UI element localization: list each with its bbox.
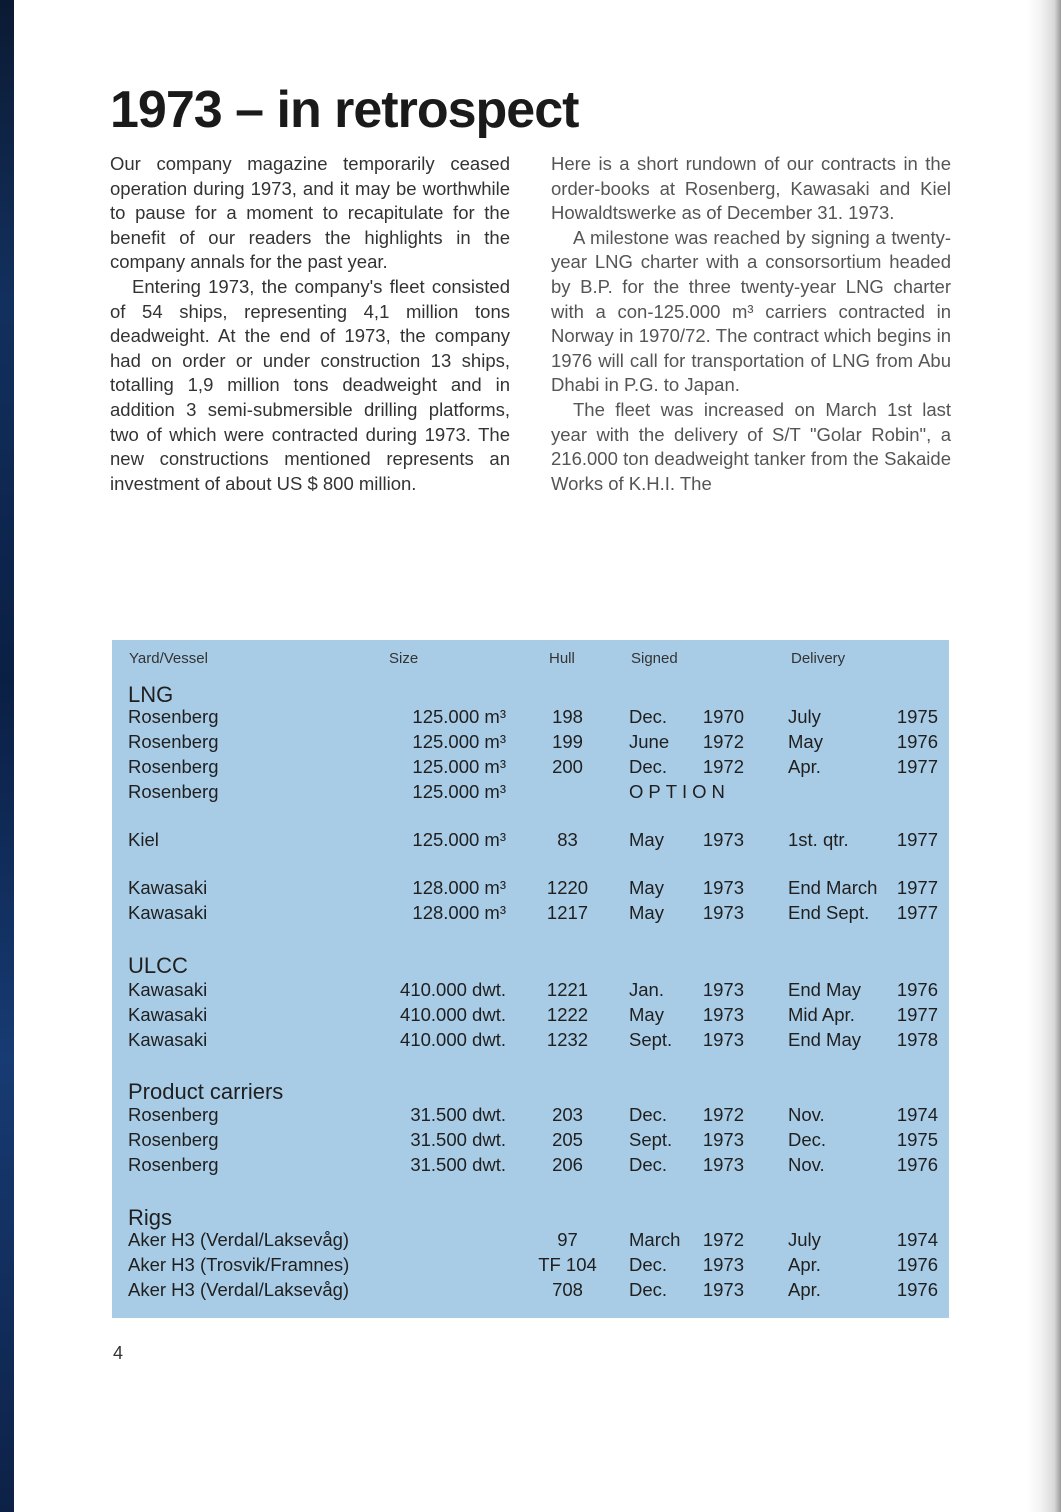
cell-hull: 83 <box>557 829 578 850</box>
cell-delivery-year: 1977 <box>896 756 938 777</box>
cell-yard: Kiel <box>128 829 159 850</box>
cell-size: 410.000 dwt. <box>400 1004 506 1025</box>
cell-hull: 97 <box>557 1229 578 1250</box>
cell-signed-month: Dec. <box>629 756 668 777</box>
cell-signed-option: OPTION <box>629 781 730 802</box>
cell-hull: 1222 <box>546 1004 589 1025</box>
paragraph: Here is a short rundown of our contracts in the order-books at Rosenberg, Kawasaki and Kiel Howaldtswerke as of December 31. 1973. <box>551 153 951 224</box>
cell-size: 410.000 dwt. <box>400 979 506 1000</box>
header-hull: Hull <box>549 650 575 667</box>
cell-hull: 1217 <box>546 902 589 923</box>
cell-yard: Kawasaki <box>128 979 208 1000</box>
cell-delivery-year: 1977 <box>896 1004 938 1025</box>
cell-delivery: End May <box>788 979 862 1000</box>
cell-delivery: Mid Apr. <box>788 1004 855 1025</box>
cell-hull: TF 104 <box>538 1254 597 1275</box>
cell-yard: Aker H3 (Verdal/Laksevåg) <box>128 1279 350 1300</box>
cell-size: 31.500 dwt. <box>410 1129 506 1150</box>
cell-delivery: Dec. <box>788 1129 827 1150</box>
cell-delivery: 1st. qtr. <box>788 829 849 850</box>
cell-hull: 200 <box>552 756 583 777</box>
left-text-column <box>110 152 510 496</box>
paragraph: A milestone was reached by signing a twenty-year LNG charter with a consorsortium headed by B.P. for the three twenty-year LNG charter with a con-125.000 m³ carriers contracted in Norway in 1970/72. The contract which begins in 1976 will call for transportation of LNG from Abu Dhabi in P.G. to Japan. <box>551 226 951 396</box>
cell-yard: Kawasaki <box>128 1029 208 1050</box>
cell-signed-year: 1973 <box>702 1154 744 1175</box>
cell-signed-year: 1973 <box>702 1279 744 1300</box>
cell-signed-year: 1973 <box>702 1129 744 1150</box>
cell-signed-year: 1973 <box>702 829 744 850</box>
header-size: Size <box>389 650 419 667</box>
cell-signed-month: May <box>629 829 664 850</box>
group-heading: Product carriers <box>128 1079 284 1104</box>
cell-size: 31.500 dwt. <box>410 1154 506 1175</box>
cell-delivery: Apr. <box>788 756 821 777</box>
cell-yard: Kawasaki <box>128 1004 208 1025</box>
cell-size: 125.000 m³ <box>412 731 506 752</box>
cell-delivery-year: 1975 <box>896 1129 938 1150</box>
cell-delivery-year: 1975 <box>896 706 938 727</box>
cell-delivery: End May <box>788 1029 862 1050</box>
cell-signed-month: Dec. <box>629 706 668 727</box>
cell-size: 128.000 m³ <box>412 877 506 898</box>
cell-delivery-year: 1977 <box>896 877 938 898</box>
cell-signed-month: May <box>629 1004 664 1025</box>
cell-delivery: July <box>788 1229 821 1250</box>
cell-signed-year: 1973 <box>702 1254 744 1275</box>
cell-signed-year: 1973 <box>702 1004 744 1025</box>
cell-signed-year: 1973 <box>702 979 744 1000</box>
cell-delivery-year: 1976 <box>896 1154 938 1175</box>
cell-signed-year: 1973 <box>702 902 744 923</box>
left-binding-strip <box>0 0 14 1512</box>
cell-delivery: July <box>788 706 821 727</box>
cell-delivery-year: 1976 <box>896 979 938 1000</box>
cell-yard: Kawasaki <box>128 902 208 923</box>
cell-delivery: End March <box>788 877 878 898</box>
cell-yard: Rosenberg <box>128 731 219 752</box>
cell-yard: Rosenberg <box>128 781 219 802</box>
cell-size: 125.000 m³ <box>412 829 506 850</box>
right-page-edge <box>1027 0 1061 1512</box>
header-yard: Yard/Vessel <box>129 650 208 667</box>
cell-delivery: End Sept. <box>788 902 870 923</box>
cell-delivery: May <box>788 731 823 752</box>
cell-delivery-year: 1977 <box>896 902 938 923</box>
cell-signed-year: 1972 <box>702 1104 744 1125</box>
cell-size: 128.000 m³ <box>412 902 506 923</box>
cell-signed-month: Dec. <box>629 1104 668 1125</box>
header-signed: Signed <box>631 650 678 667</box>
cell-delivery-year: 1976 <box>896 1279 938 1300</box>
cell-yard: Rosenberg <box>128 1154 219 1175</box>
cell-signed-year: 1972 <box>702 1229 744 1250</box>
cell-hull: 199 <box>552 731 583 752</box>
cell-signed-month: Dec. <box>629 1279 668 1300</box>
paragraph: Entering 1973, the company's fleet consisted of 54 ships, representing 4,1 million tons deadweight. At the end of 1973, the company had on order or under construction 13 ships, totalling 1,9 million tons deadweight and in addition 3 semi-submersible drilling platforms, two of which were contracted during 1973. The new constructions mentioned represents an investment of about US $ 800 million. <box>110 275 510 494</box>
cell-delivery: Apr. <box>788 1279 821 1300</box>
group-heading: LNG <box>128 682 174 707</box>
cell-hull: 206 <box>552 1154 583 1175</box>
cell-yard: Rosenberg <box>128 706 219 727</box>
cell-delivery-year: 1974 <box>896 1229 938 1250</box>
cell-signed-month: May <box>629 877 664 898</box>
cell-signed-month: Sept. <box>629 1029 673 1050</box>
cell-signed-month: Jan. <box>629 979 664 1000</box>
cell-hull: 198 <box>552 706 583 727</box>
cell-signed-year: 1970 <box>702 706 744 727</box>
cell-delivery-year: 1974 <box>896 1104 938 1125</box>
cell-delivery: Apr. <box>788 1254 821 1275</box>
right-text-column <box>551 152 951 496</box>
cell-delivery-year: 1976 <box>896 731 938 752</box>
cell-hull: 708 <box>552 1279 583 1300</box>
cell-signed-month: May <box>629 902 664 923</box>
cell-size: 125.000 m³ <box>412 756 506 777</box>
cell-yard: Rosenberg <box>128 756 219 777</box>
cell-delivery-year: 1977 <box>896 829 938 850</box>
cell-hull: 1232 <box>546 1029 589 1050</box>
group-heading: ULCC <box>128 953 188 978</box>
cell-yard: Aker H3 (Verdal/Laksevåg) <box>128 1229 350 1250</box>
cell-delivery-year: 1978 <box>896 1029 938 1050</box>
cell-yard: Rosenberg <box>128 1104 219 1125</box>
cell-yard: Kawasaki <box>128 877 208 898</box>
cell-signed-month: Dec. <box>629 1154 668 1175</box>
cell-size: 125.000 m³ <box>412 706 506 727</box>
cell-signed-year: 1972 <box>702 731 744 752</box>
paragraph: Our company magazine temporarily ceased operation during 1973, and it may be worthwhile to pause for a moment to recapitulate for the benefit of our readers the highlights in the company annals for the past year. <box>110 153 510 273</box>
cell-signed-month: March <box>629 1229 681 1250</box>
cell-delivery: Nov. <box>788 1154 825 1175</box>
cell-yard: Rosenberg <box>128 1129 219 1150</box>
cell-signed-month: June <box>629 731 670 752</box>
page-number: 4 <box>113 1343 124 1363</box>
cell-size: 410.000 dwt. <box>400 1029 506 1050</box>
header-delivery: Delivery <box>791 650 846 667</box>
cell-hull: 203 <box>552 1104 583 1125</box>
cell-hull: 205 <box>552 1129 583 1150</box>
cell-signed-month: Sept. <box>629 1129 673 1150</box>
cell-signed-year: 1973 <box>702 877 744 898</box>
cell-delivery: Nov. <box>788 1104 825 1125</box>
page-title: 1973 – in retrospect <box>110 81 579 139</box>
cell-size: 31.500 dwt. <box>410 1104 506 1125</box>
paragraph: The fleet was increased on March 1st last year with the delivery of S/T "Golar Robin", a 216.000 ton deadweight tanker from the Sakaide Works of K.H.I. The <box>551 398 951 494</box>
group-heading: Rigs <box>128 1205 173 1230</box>
cell-signed-year: 1972 <box>702 756 744 777</box>
cell-yard: Aker H3 (Trosvik/Framnes) <box>128 1254 350 1275</box>
cell-hull: 1221 <box>546 979 589 1000</box>
cell-hull: 1220 <box>546 877 589 898</box>
cell-size: 125.000 m³ <box>412 781 506 802</box>
cell-signed-month: Dec. <box>629 1254 668 1275</box>
cell-signed-year: 1973 <box>702 1029 744 1050</box>
cell-delivery-year: 1976 <box>896 1254 938 1275</box>
